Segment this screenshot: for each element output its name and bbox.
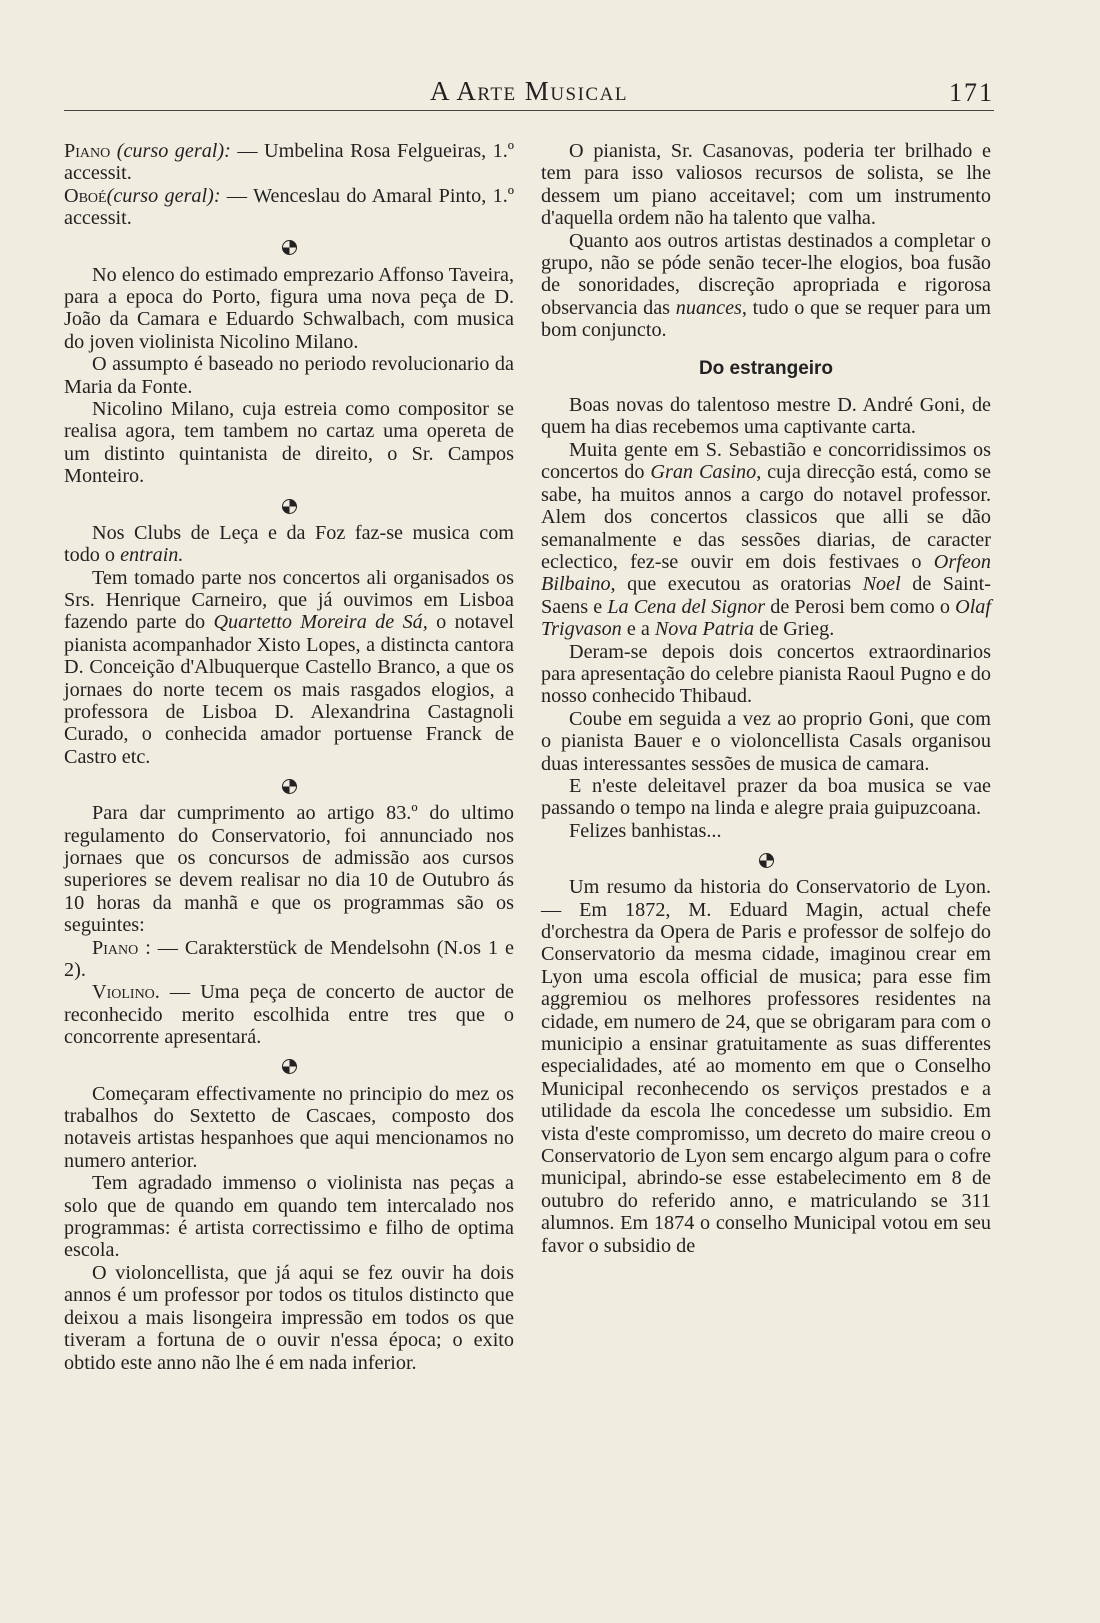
program-label: Violino [92,981,155,1004]
program-piano [64,937,514,982]
section-ornament [64,768,514,802]
paragraph [541,230,991,342]
right-column [541,140,991,1257]
text: : — Carakterstück de Mendelsohn (N.os 1 e 2). [64,936,514,981]
paragraph [541,439,991,641]
ornament-icon [282,499,297,514]
page-number: 171 [949,78,994,107]
paragraph: Boas novas do talentoso mestre D. André Goni, de quem ha dias recebemos uma captivante carta. [541,394,991,439]
paragraph: Começaram effectivamente no principio do mez os trabalhos do Sextetto de Cascaes, composto dos notaveis artistas hespanhoes que aqui mencionamos no numero anterior. [64,1082,514,1172]
text: Quanto aos outros artistas destinados a completar o grupo, não se póde senão tecer-lhe elogios, boa fusão de sonoridades, discreção apropriada e rigorosa observancia das [541,229,991,319]
paragraph [64,567,514,769]
section-ornament [64,230,514,264]
paragraph [64,522,514,567]
paragraph: Coube em seguida a vez ao proprio Goni, que com o pianista Bauer e o violoncellista Casals organisou duas interessantes sessões de musica de camara. [541,707,991,775]
text: Nos Clubs de Leça e da Foz faz-se musica com todo o [64,521,514,567]
text: de Grieg. [754,618,835,641]
course-label: (curso geral): [106,184,221,207]
program-label: Piano [92,936,139,959]
paragraph: O violoncellista, que já aqui se fez ouvir ha dois annos é um professor por todos os titulos distincto que deixou a mais lisongeira impressão em todos os que tiveram a fortuna de o ouvir n'essa época; o exito obtido este anno não lhe é em nada inferior. [64,1261,514,1374]
italic-text: Gran Casino [650,461,757,484]
text: , cuja direcção está, como se sabe, ha muitos annos a cargo do notavel professor. Alem dos concertos classicos que alli se dão semanalmente e das sessões diarias, de caracter eclectico, fez-se ouvir em dois festivaes o [541,461,991,573]
prize-text: — Wenceslau do Amaral Pinto, 1.º accessit. [64,184,515,230]
header-rule [64,110,994,111]
paragraph: E n'este deleitavel prazer da boa musica se vae passando o tempo na linda e alegre praia guipuzcoana. [541,774,991,820]
italic-text: entrain. [120,544,184,567]
paragraph: No elenco do estimado emprezario Affonso Taveira, para a epoca do Porto, figura uma nova peça de D. João da Camara e Eduardo Schwalbach, com musica do joven violinista Nicolino Milano. [64,263,514,353]
italic-text: Quartetto Moreira de Sá, [213,611,428,634]
section-ornament [64,488,514,522]
text: de Perosi bem como o [765,595,956,618]
paragraph: Tem agradado immenso o violinista nas peças a solo que de quando em quando tem intercalado nos programmas: é artista correctissimo e filho de optima escola. [64,1172,514,1262]
text: de Saint-Saens e [541,573,991,618]
text: . — Uma peça de concerto de auctor de reconhecido merito escolhida entre tres que o concorrente apresentará. [64,981,514,1049]
text: Tem tomado parte nos concertos ali organisados os Srs. Henrique Carneiro, que já ouvimos em Lisboa fazendo parte do [64,566,514,634]
section-ornament [541,842,991,876]
ornament-icon [759,853,774,868]
course-label: (curso geral): [116,140,231,162]
prize-piano [64,140,514,185]
text: o notavel pianista acompanhador Xisto Lopes, a distincta cantora D. Conceição d'Albuquerque Castello Branco, a que os jornaes do norte tecem os mais rasgados elogios, a professora de Lisboa D. Alexandrina Castagnoli Curado, o conhecida amador portuense Franck de Castro etc. [64,611,515,768]
journal-title: A Arte Musical [430,76,628,106]
prize-oboe [64,185,514,230]
paragraph: O assumpto é baseado no periodo revolucionario da Maria da Fonte. [64,353,514,398]
text: , tudo o que se requer para um bom conjuncto. [541,296,991,342]
italic-text: Nova Patria [654,618,755,641]
ornament-icon [282,240,297,255]
text: Muita gente em S. Sebastião e concorridissimos os concertos do [541,438,991,484]
italic-text: La Cena del Signor [607,595,766,618]
italic-text: Orfeon Bilbaino [541,550,991,596]
italic-text: nuances [675,296,742,319]
paragraph: Para dar cumprimento ao artigo 83.º do ultimo regulamento do Conservatorio, foi annunciado nos jornaes que os concursos de admissão aos cursos superiores se devem realisar no dia 10 de Outubro ás 10 horas da manhã e que os programmas são os seguintes: [64,802,514,937]
prize-label: Oboé [64,184,107,207]
ornament-icon [282,1059,297,1074]
prize-label: Piano [64,140,111,162]
ornament-icon [282,779,297,794]
paragraph: Nicolino Milano, cuja estreia como compositor se realisa agora, tem tambem no cartaz uma opereta de um distinto quintanista de direito, o Sr. Campos Monteiro. [64,398,514,488]
italic-text: Noel [862,573,901,596]
paragraph: Um resumo da historia do Conservatorio de Lyon. — Em 1872, M. Eduard Magin, actual chefe d'orchestra da Opera de Paris e professor de solfejo do Conservatorio da mesma cidade, imaginou crear em Lyon uma escola official de musica; para esse fim aggremiou os melhores professores residentes na cidade, em numero de 24, que se obrigaram para com o municipio a ensinar gratuitamente as suas differentes especialidades, até ao momento em que o Conselho Municipal reconhecendo os serviços prestados e a utilidade da escola lhe concedesse um subsidio. Em vista d'este compromisso, um decreto do maire creou o Conservatorio de Lyon sem encargo algum para o cofre municipal, abrindo-se esse estabelecimento em 8 de outubro do referido anno, e matriculando se 311 alumnos. Em 1874 o conselho Municipal votou em seu favor o subsidio de [541,876,991,1257]
section-ornament [64,1049,514,1083]
italic-text: Olaf Trigvason [541,595,991,641]
text: , que executou as oratorias [610,573,863,596]
section-heading: Do estrangeiro [698,357,834,379]
running-header [64,72,994,112]
paragraph: Deram-se depois dois concertos extraordinarios para apresentação do celebre pianista Raoul Pugno e do nosso conhecido Thibaud. [541,640,991,708]
text: e a [621,618,655,641]
paragraph: Felizes banhistas... [569,819,722,842]
paragraph: O pianista, Sr. Casanovas, poderia ter brilhado e tem para isso valiosos recursos de solista, se lhe dessem um piano acceitavel; com um instrumento d'aquella ordem não ha talento que valha. [541,140,991,230]
program-violino [64,981,514,1048]
prize-text: — Umbelina Rosa Felgueiras, 1.º accessit. [64,140,515,185]
left-column [64,140,514,1374]
